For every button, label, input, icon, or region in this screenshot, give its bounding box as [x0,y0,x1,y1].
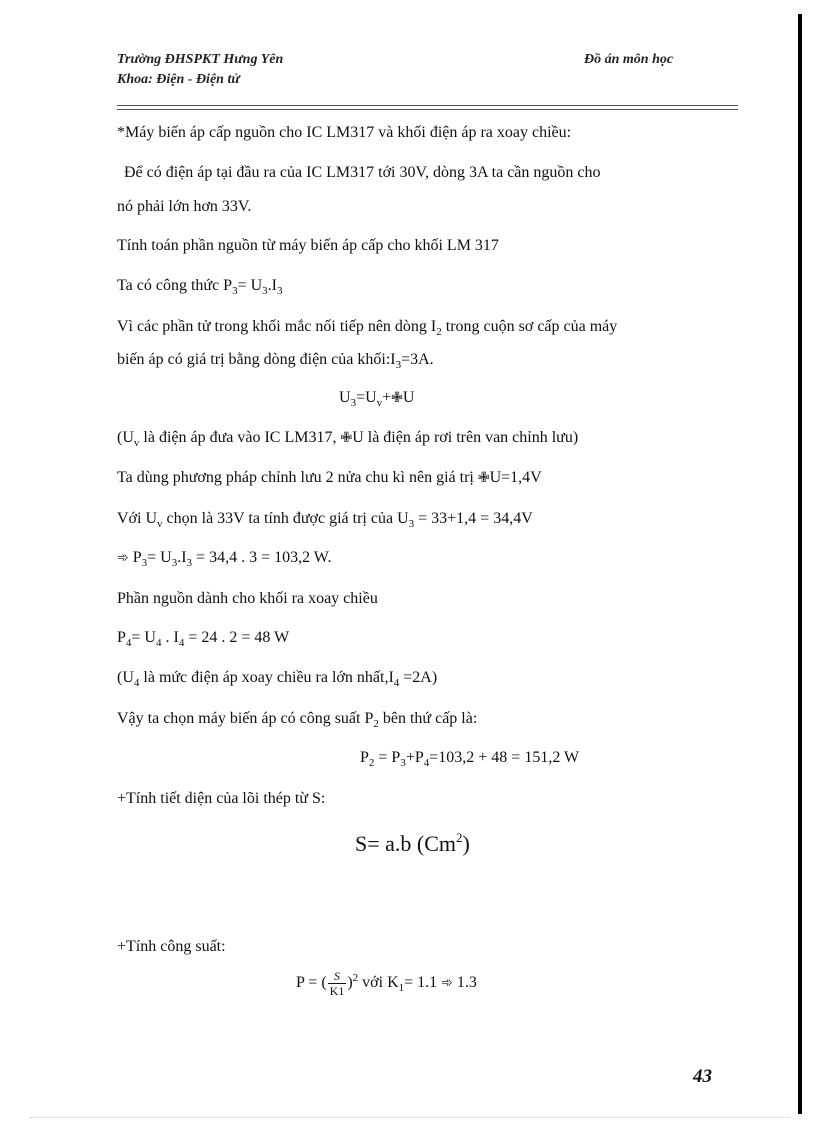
header-rule-top [117,105,738,106]
formula-p4: $P_4= U_4$ . $I_4 = 24$ . 2 = 48 W [117,629,290,649]
fraction-s-over-k1: $\frac{S}{K1}$ [329,968,345,998]
para-line: nó phải lớn hơn 33V. [117,198,252,215]
bottom-dotted-border [30,1117,790,1118]
para-line: Với $U_v$ chọn là 33V ta tính được giá trị của $U_3 = 33+1,4 = 34,4V$ [117,510,533,530]
header-doc-type: Đồ án môn học [584,52,674,67]
para-line: ($U_4$ là mức điện áp xoay chiều ra lớn $nhất,I_4 =2A$) [117,669,438,689]
para-line: Vậy ta chọn máy biến áp có công suất $P_2$ bên thứ cấp là: [117,710,478,730]
header-faculty: Khoa: Điện - Điện tử [117,72,240,87]
para-line: Ta dùng phương pháp chỉnh lưu 2 nửa chu kì nên giá trị ✙U=1,4V [117,468,542,489]
para-line: Vì các phần tử trong khối mắc nối tiếp nên dòng $I_2$ trong cuộn sơ cấp của máy [117,318,618,338]
delta-icon: ✙ [391,391,403,406]
header-school: Trường ĐHSPKT Hưng Yên [117,52,284,67]
range-arrow-icon: ➾ [441,976,453,991]
formula-p3: Ta có công thức $P_3= U_3.I_3$ [117,277,283,297]
para-line: +Tính công suất: [117,938,226,955]
equation-core-area: S= a.b (Cm$^2$) [355,830,470,856]
para-heading-transformer: *Máy biến áp cấp nguồn cho IC LM317 và khối điện áp ra xoay chiều: [117,124,572,141]
para-line: biến áp có giá trị bằng dòng điện của $khối:I_3=3A$. [117,351,434,371]
para-line: Để có điện áp tại đầu ra của IC LM317 tới 30V, dòng 3A ta cần nguồn cho [124,164,601,181]
equation-power: P = ( $\frac{S}{K1}$ )$^2$ với $K_1= 1.1$ ➾ 1.3 [296,968,477,998]
para-line: Tính toán phần nguồn từ máy biến áp cấp cho khối LM 317 [117,237,499,254]
delta-icon: ✙ [340,431,353,446]
implies-arrow-icon: ➾ [117,551,129,566]
formula-p3-result: ➾ $P_3= U_3.I_3 = 34,4$ . 3 = 103,2 W. [117,549,332,569]
equation-p2: $P_2 = P_3+P_4=103,2 + 48 = 151,2$ W [360,749,580,769]
para-line: Phần nguồn dành cho khối ra xoay chiều [117,590,378,607]
para-line: +Tính tiết diện của lõi thép từ S: [117,790,326,807]
equation-u3: $U_3=U_v+✙U$ [339,389,415,409]
header-rule-bottom [117,109,738,110]
para-line: ($U_v$ là điện áp đưa vào IC LM317, ✙U là điện áp rơi trên van chỉnh lưu) [117,429,579,449]
page-number: 43 [693,1066,712,1087]
delta-icon: ✙ [477,471,490,486]
page-edge-shadow [798,14,802,1114]
